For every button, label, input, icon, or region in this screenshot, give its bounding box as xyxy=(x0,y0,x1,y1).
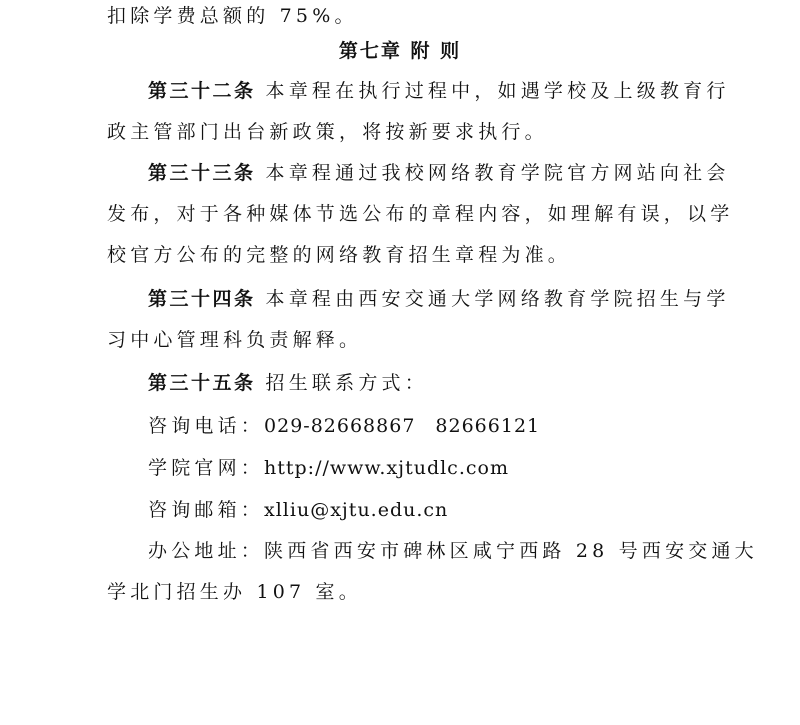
article-33-line-3: 校官方公布的完整的网络教育招生章程为准。 xyxy=(107,244,572,266)
article-34-line-1 xyxy=(148,286,748,312)
email-value: xlliu@xjtu.edu.cn xyxy=(264,499,449,521)
phone-label: 咨询电话： xyxy=(148,415,265,437)
article-32-line-1 xyxy=(148,78,748,104)
contact-phone-line xyxy=(148,413,748,439)
email-label: 咨询邮箱： xyxy=(148,499,265,521)
address-value: 陕西省西安市碑林区咸宁西路 28 号西安交通大 xyxy=(264,540,758,562)
contact-address-line-2: 学北门招生办 107 室。 xyxy=(107,581,362,603)
article-35-label: 第三十五条 xyxy=(148,372,256,394)
article-32-text-1: 本章程在执行过程中，如遇学校及上级教育行 xyxy=(265,80,730,102)
previous-text-tail: 扣除学费总额的 75%。 xyxy=(107,5,358,27)
article-32-line-2: 政主管部门出台新政策，将按新要求执行。 xyxy=(107,121,548,143)
contact-email-line xyxy=(148,497,748,523)
article-34-line-2: 习中心管理科负责解释。 xyxy=(107,329,363,351)
phone-value: 029-82668867 82666121 xyxy=(264,415,541,437)
article-35-line-1 xyxy=(148,370,748,396)
article-33-line-2: 发布，对于各种媒体节选公布的章程内容，如理解有误，以学 xyxy=(107,203,734,225)
article-33-text-1: 本章程通过我校网络教育学院官方网站向社会 xyxy=(265,162,730,184)
article-33-label: 第三十三条 xyxy=(148,162,256,184)
website-value: http://www.xjtudlc.com xyxy=(264,457,509,479)
article-34-text-1: 本章程由西安交通大学网络教育学院招生与学 xyxy=(265,288,730,310)
article-33-line-1 xyxy=(148,160,748,186)
address-label: 办公地址： xyxy=(148,540,265,562)
contact-website-line xyxy=(148,455,748,481)
contact-address-line-1 xyxy=(148,538,758,564)
article-34-label: 第三十四条 xyxy=(148,288,256,310)
website-label: 学院官网： xyxy=(148,457,265,479)
article-32-label: 第三十二条 xyxy=(148,80,256,102)
chapter-title: 第七章 附 则 xyxy=(338,40,462,62)
article-35-text-1: 招生联系方式： xyxy=(265,372,428,394)
